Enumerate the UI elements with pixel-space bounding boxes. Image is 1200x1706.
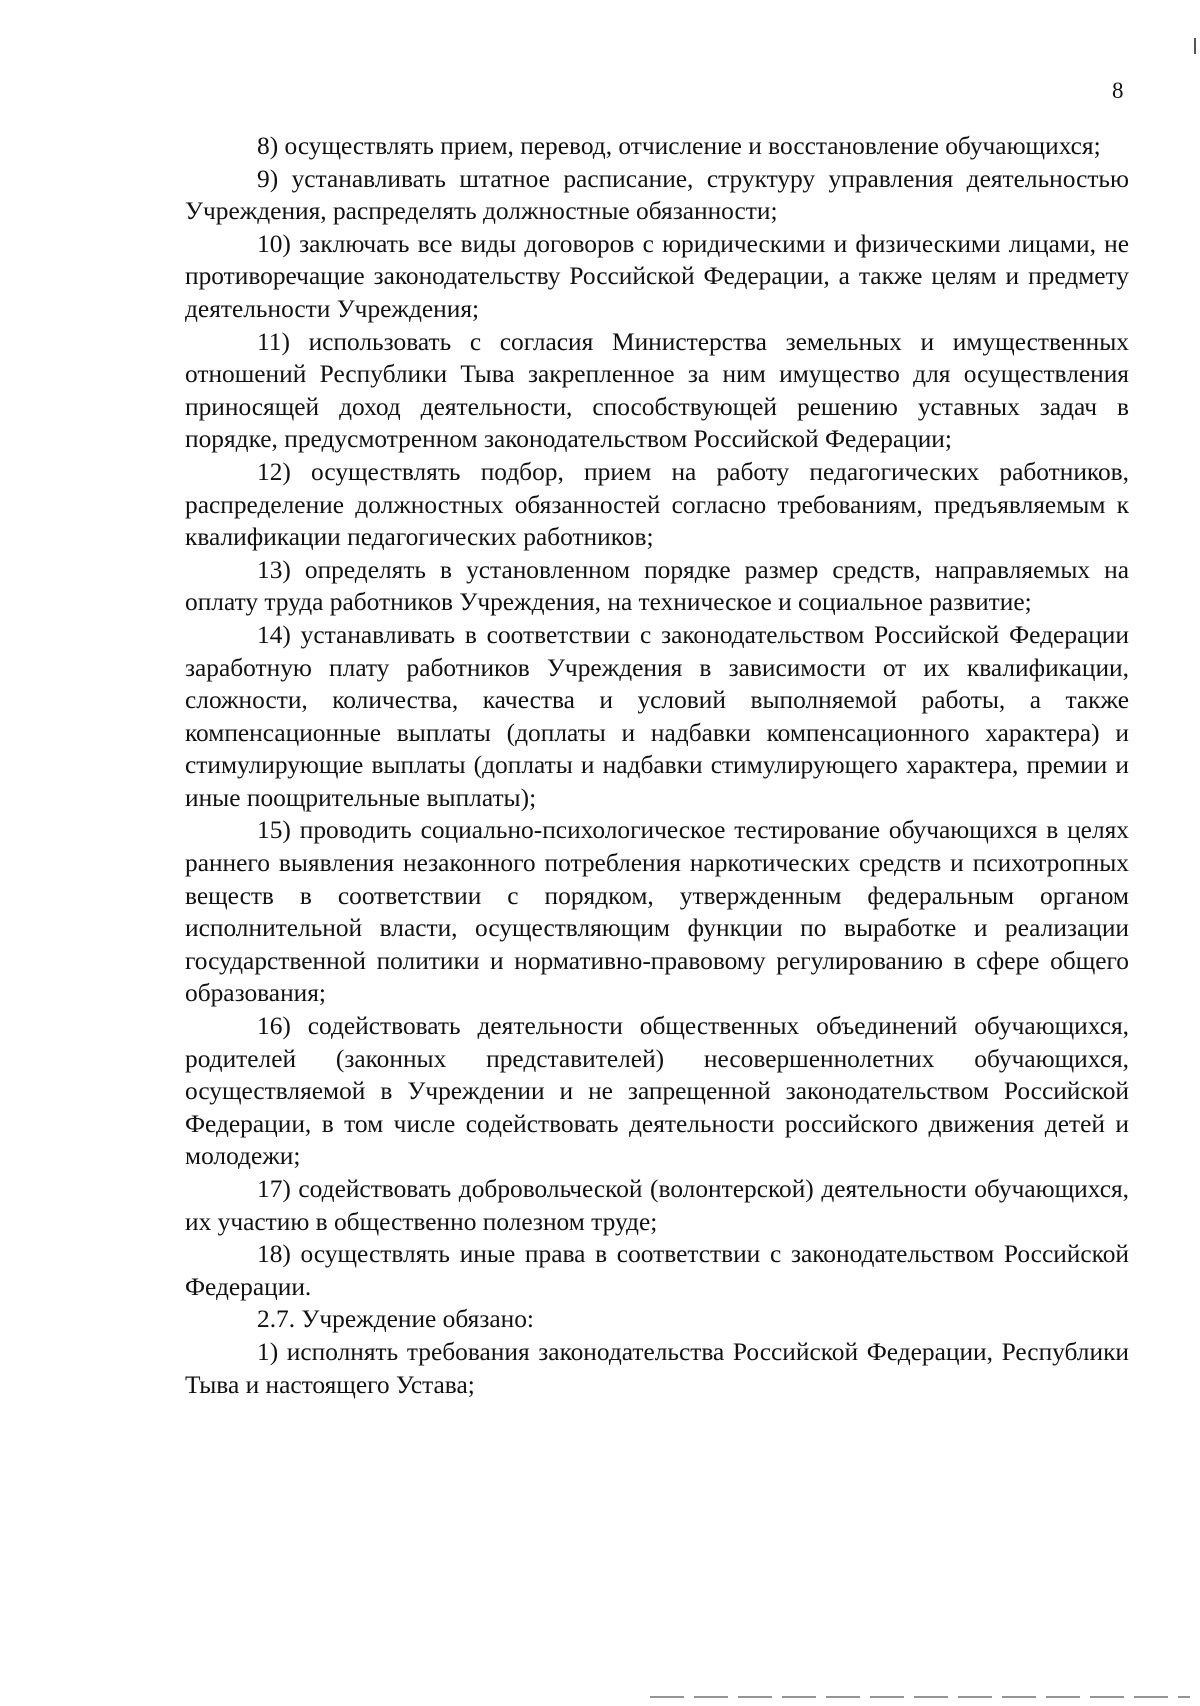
paragraph-item-14: 14) устанавливать в соответствии с законодательством Российской Федерации заработную плату работников Учреждения в зависимости от их квалификации, сложности, количества, качества и условий выполняемой работы, а также компенсационные выплаты (доплаты и надбавки компенсационного характера) и стимулирующие выплаты (доплаты и надбавки стимулирующего характера, премии и иные поощрительные выплаты);	[185, 620, 1129, 812]
paragraph-item-8: 8) осуществлять прием, перевод, отчисление и восстановление обучающихся;	[257, 132, 1101, 160]
paragraph-item-13: 13) определять в установленном порядке размер средств, направляемых на оплату труда работников Учреждения, на техническое и социальное развитие;	[185, 555, 1129, 617]
paragraph-item-11: 11) использовать с согласия Министерства земельных и имущественных отношений Республики Тыва закрепленное за ним имущество для осуществления приносящей доход деятельности, способствующей решению уставных задач в порядке, предусмотренном законодательством Российской Федерации;	[185, 327, 1129, 454]
paragraph-item-10: 10) заключать все виды договоров с юридическими и физическими лицами, не противоречащие законодательству Российской Федерации, а также целям и предмету деятельности Учреждения;	[185, 229, 1129, 323]
section-heading-2-7: 2.7. Учреждение обязано:	[257, 1305, 534, 1334]
page-number: 8	[1112, 78, 1124, 103]
paragraph-item-9: 9) устанавливать штатное расписание, структуру управления деятельностью Учреждения, распределять должностные обязанности;	[185, 164, 1129, 226]
scan-edge-mark	[1194, 38, 1196, 54]
paragraph-item-15: 15) проводить социально-психологическое тестирование обучающихся в целях раннего выявления незаконного потребления наркотических средств и психотропных веществ в соответствии с порядком, утвержденным федеральным органом исполнительной власти, осуществляющим функции по выработке и реализации государственной политики и нормативно-правовому регулированию в сфере общего образования;	[185, 816, 1129, 1008]
scan-footer-line	[650, 1696, 1190, 1698]
paragraph-obligation-1: 1) исполнять требования законодательства Российской Федерации, Республики Тыва и настоящего Устава;	[185, 1337, 1129, 1399]
document-body	[185, 130, 1129, 1401]
paragraph-item-17: 17) содействовать добровольческой (волонтерской) деятельности обучающихся, их участию в общественно полезном труде;	[185, 1175, 1129, 1236]
paragraph-item-18: 18) осуществлять иные права в соответствии с законодательством Российской Федерации.	[185, 1240, 1129, 1301]
paragraph-item-16: 16) содействовать деятельности общественных объединений обучающихся, родителей (законных представителей) несовершеннолетних обучающихся, осуществляемой в Учреждении и не запрещенной законодательством Российской Федерации, в том числе содействовать деятельности российского движения детей и молодежи;	[185, 1012, 1129, 1171]
paragraph-item-12: 12) осуществлять подбор, прием на работу педагогических работников, распределение должностных обязанностей согласно требованиям, предъявляемым к квалификации педагогических работников;	[185, 457, 1129, 552]
